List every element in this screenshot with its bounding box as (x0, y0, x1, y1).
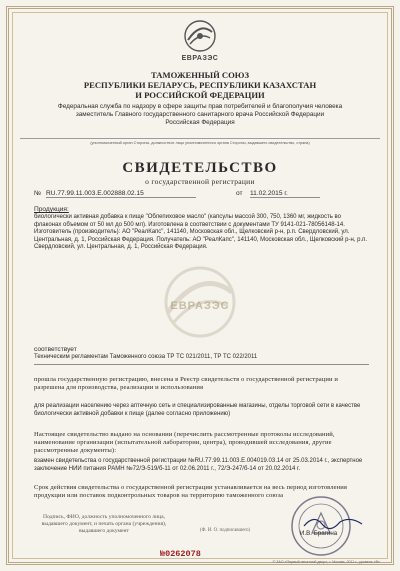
emblem-label: ЕВРАЗЭС (181, 55, 219, 62)
registration-usage: для реализации населению через аптечную сеть и специализированные магазины, отделы торговой сети в качестве биологически активной добавки к пище (далее согласно приложению) (34, 403, 361, 417)
certificate-number: RU.77.99.11.003.Е.002888.02.15 (46, 190, 196, 198)
handwritten-signature-icon (300, 512, 370, 532)
service-line-3: Российская Федерация (165, 119, 235, 126)
compliance-label: соответствует (34, 346, 77, 353)
certificate-title: СВИДЕТЕЛЬСТВО (122, 160, 278, 176)
registration-text: прошла государственную регистрацию, внесена в Реестр свидетельств о государственной регистрации и разрешена для производства, реализации и использования (34, 376, 339, 392)
eurasec-emblem-icon (178, 18, 222, 58)
initials-note: (Ф. И. О. подписавшего) (200, 528, 251, 533)
signature-caption-line-1: Подпись, ФИО, должность уполномоченного лица, (43, 514, 165, 520)
service-line-2: заместитель Главного государственного санитарного врача Российской Федерации (75, 111, 325, 118)
date-label: от (236, 190, 243, 197)
compliance-text: Техническим регламентам Таможенного союза ТР ТС 021/2011, ТР ТС 022/2011 (34, 354, 369, 365)
union-line-1: ТАМОЖЕННЫЙ СОЮЗ (150, 70, 250, 80)
service-line-1: Федеральная служба по надзору в сфере защиты прав потребителей и благополучия человека (57, 103, 343, 110)
product-text: биологически активная добавка к пище "Облепиховое масло" (капсулы массой 300, 750, 1360 мг, жидкость во флаконах объемом от 50 мл до 500 мл). Изготовлена в соответствии с документами ТУ 9141-021-78056148-14. Изготовитель (производитель): АО "РеалКапс", 141140, Московская обл., Щелковский р-н, р.п. Свердловский, ул. Центральная, д. 1, Российская Федерация. Получатель: АО "РеалКапс", 141140, Московская обл., Щелковский р-н, р.п. Свердловский, ул. Центральная, д. 1, Российская Федерация. (34, 214, 368, 251)
watermark-label: ЕВРАЗЭС (170, 300, 230, 312)
signature-caption-line-3: выдавшего документ (79, 528, 129, 534)
signature-caption-line-2: выдавшего документ, и печать органа (учреждения), (41, 521, 167, 527)
union-line-2: РЕСПУБЛИКИ БЕЛАРУСЬ, РЕСПУБЛИКИ КАЗАХСТАН (83, 80, 317, 90)
product-label: Продукция: (34, 206, 69, 213)
basis-text: Настоящее свидетельство выдано на основании (перечислить рассмотренные протоколы исследований, наименование организации (испытательной лаборатории, центра), проводившей исследования, другие рассмотренные документы): (34, 431, 335, 455)
union-line-3: И РОССИЙСКОЙ ФЕДЕРАЦИИ (135, 90, 265, 100)
printer-footer: © ЗАО «Первый печатный двор», г. Москва, 2011 г., уровень «В» (272, 560, 380, 564)
basis-details: взамен свидетельства о государственной регистрации №RU.77.99.11.003.Е.004019.03.14 от 25.03.2014 г., экспертное заключение НИИ питания РАМН №72/Э-519/б-11 от 02.06.2011 г., 72/Э-247/б-14 от 20.02.2014 г. (34, 458, 363, 472)
certificate-date: 11.02.2015 г. (250, 190, 320, 198)
serial-number: №0262078 (160, 549, 201, 559)
authority-rule (20, 138, 380, 139)
certificate-subtitle: о государственной регистрации (145, 177, 255, 186)
signature-caption (34, 514, 174, 535)
validity-text: Срок действия свидетельства о государственной регистрации устанавливается на весь период изготовления продукции или поставок подконтрольных товаров на территорию таможенного союза (34, 484, 348, 500)
signer-name: И.В. Брагина (300, 530, 338, 537)
number-label: № (34, 190, 42, 197)
authority-note: (уполномоченный орган Стороны, должностное лицо уполномоченного органа Стороны, выдавшего свидетельство, страна) (90, 141, 310, 145)
